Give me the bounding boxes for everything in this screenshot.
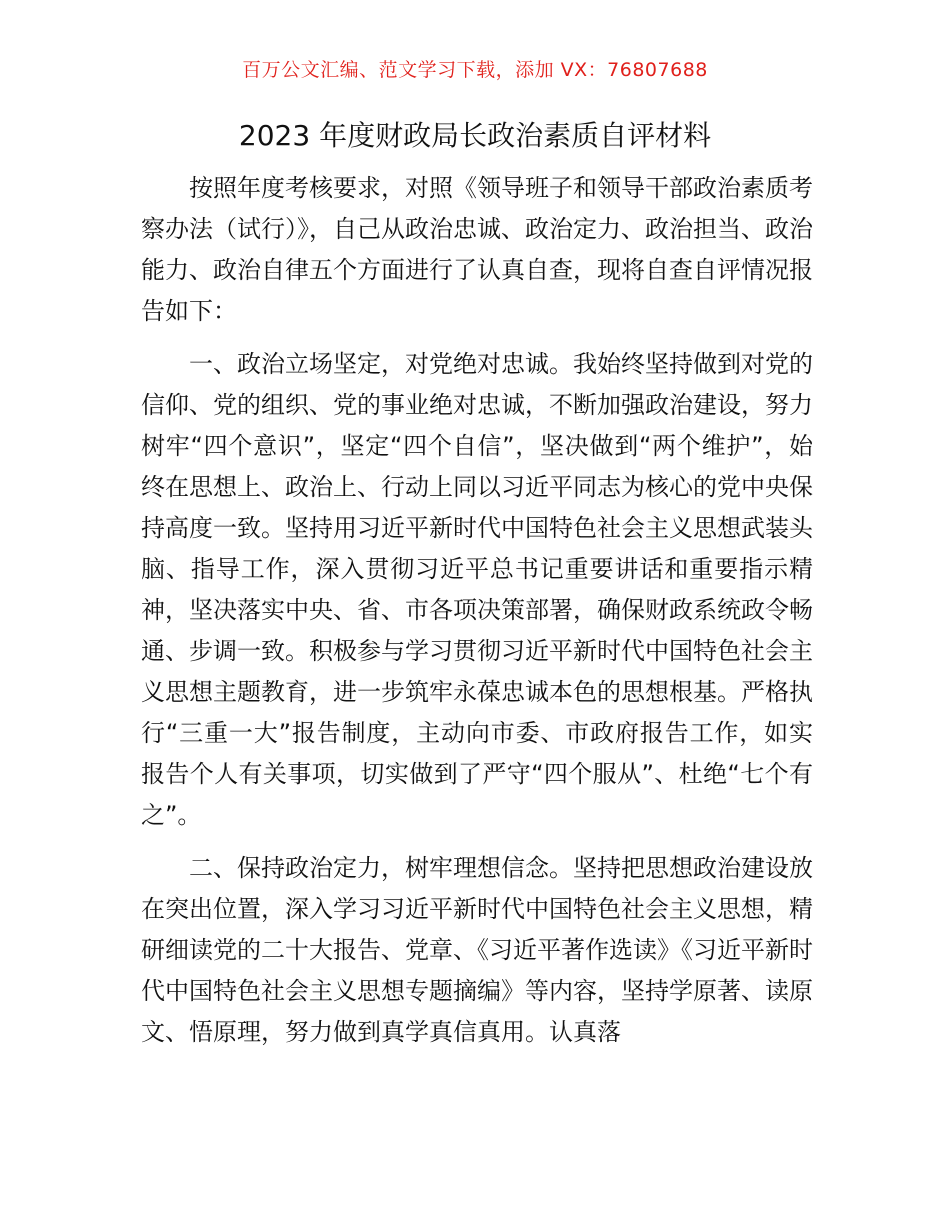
paragraph-section-1: 一、政治立场坚定，对党绝对忠诚。我始终坚持做到对党的信仰、党的组织、党的事业绝对忠诚，不断加强政治建设，努力树牢“四个意识”，坚定“四个自信”，坚决做到“两个维护”，始终在思想上、政治上、行动上同以习近平同志为核心的党中央保持高度一致。坚持用习近平新时代中国特色社会主义思想武装头脑、指导工作，深入贯彻习近平总书记重要讲话和重要指示精神，坚决落实中央、省、市各项决策部署，确保财政系统政令畅通、步调一致。积极参与学习贯彻习近平新时代中国特色社会主义思想主题教育，进一步筑牢永葆忠诚本色的思想根基。严格执行“三重一大”报告制度，主动向市委、市政府报告工作，如实报告个人有关事项，切实做到了严守“四个服从”、杜绝“七个有之”。 [141, 350, 813, 829]
header-banner: 百万公文汇编、范文学习下载，添加 VX：76807688 [242, 59, 708, 81]
paragraph-intro: 按照年度考核要求，对照《领导班子和领导干部政治素质考察办法（试行）》，自己从政治忠诚、政治定力、政治担当、政治能力、政治自律五个方面进行了认真自查，现将自查自评情况报告如下： [141, 174, 813, 325]
paragraph-section-2: 二、保持政治定力，树牢理想信念。坚持把思想政治建设放在突出位置，深入学习习近平新时代中国特色社会主义思想，精研细读党的二十大报告、党章、《习近平著作选读》《习近平新时代中国特色社会主义思想专题摘编》等内容，坚持学原著、读原文、悟原理，努力做到真学真信真用。认真落 [141, 854, 813, 1046]
document-title: 2023 年度财政局长政治素质自评材料 [238, 119, 712, 152]
document-body [141, 168, 813, 1065]
